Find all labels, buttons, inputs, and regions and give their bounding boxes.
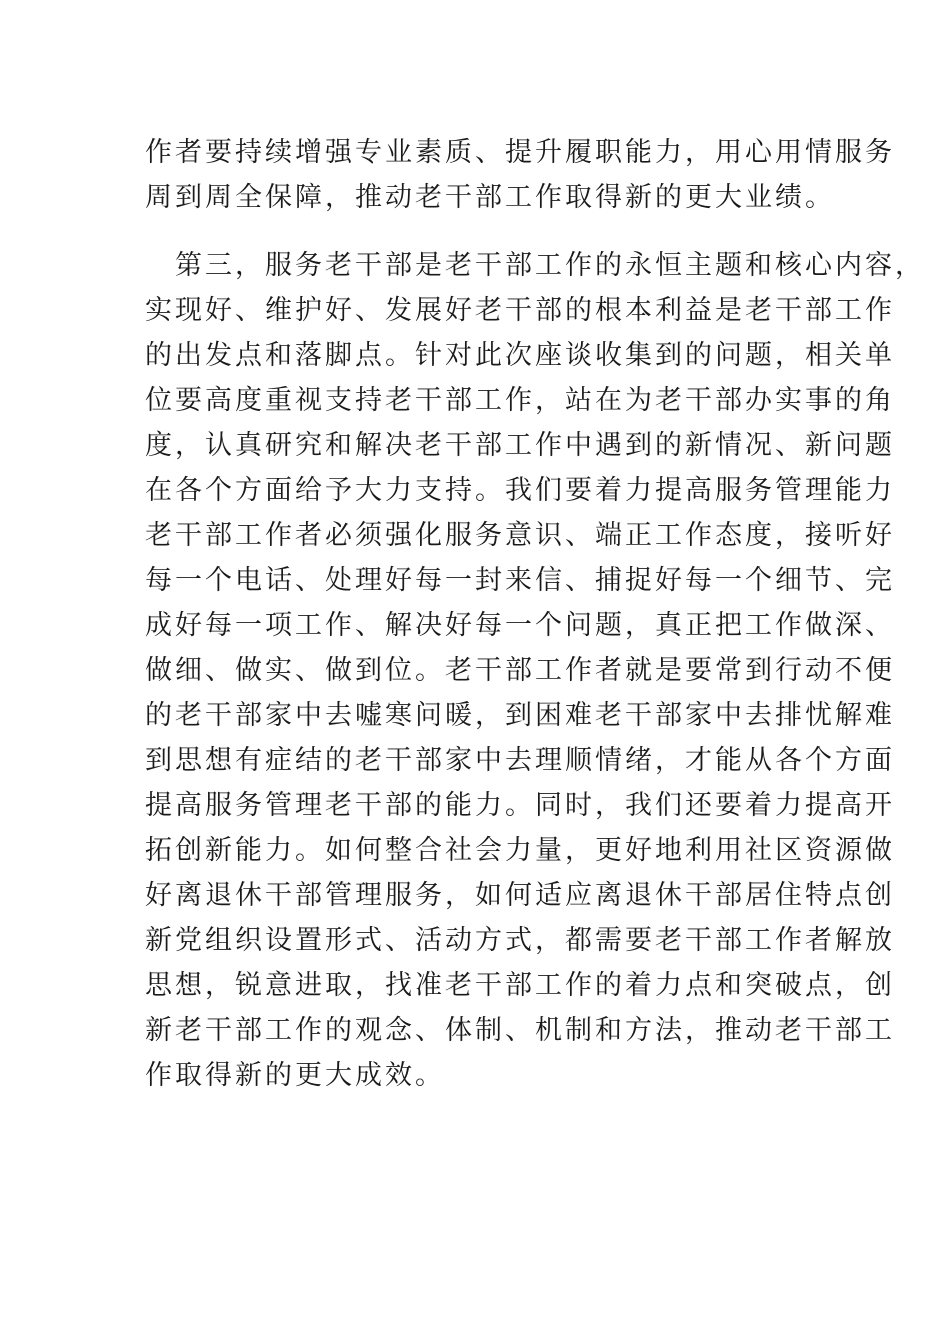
text-line: 的出发点和落脚点。针对此次座谈收集到的问题，相关单 [145, 340, 895, 371]
text-line: 作取得新的更大成效。 [145, 1060, 445, 1091]
text-line: 度，认真研究和解决老干部工作中遇到的新情况、新问题 [145, 430, 895, 461]
text-line: 思想，锐意进取，找准老干部工作的着力点和突破点，创 [145, 970, 895, 1001]
text-line: 成好每一项工作、解决好每一个问题，真正把工作做深、 [145, 610, 895, 641]
paragraph-continued [145, 130, 895, 220]
text-line: 作者要持续增强专业素质、提升履职能力，用心用情服务 [145, 137, 895, 168]
text-line: 第三，服务老干部是老干部工作的永恒主题和核心内容， [145, 250, 925, 281]
text-line: 实现好、维护好、发展好老干部的根本利益是老干部工作 [145, 295, 895, 326]
text-line: 拓创新能力。如何整合社会力量，更好地利用社区资源做 [145, 835, 895, 866]
text-line: 到思想有症结的老干部家中去理顺情绪，才能从各个方面 [145, 745, 895, 776]
text-line: 提高服务管理老干部的能力。同时，我们还要着力提高开 [145, 790, 895, 821]
text-line: 老干部工作者必须强化服务意识、端正工作态度，接听好 [145, 520, 895, 551]
text-line: 新党组织设置形式、活动方式，都需要老干部工作者解放 [145, 925, 895, 956]
text-line: 做细、做实、做到位。老干部工作者就是要常到行动不便 [145, 655, 895, 686]
text-line: 的老干部家中去嘘寒问暖，到困难老干部家中去排忧解难 [145, 700, 895, 731]
text-line: 在各个方面给予大力支持。我们要着力提高服务管理能力 [145, 475, 895, 506]
text-line: 每一个电话、处理好每一封来信、捕捉好每一个细节、完 [145, 565, 895, 596]
text-line: 位要高度重视支持老干部工作，站在为老干部办实事的角 [145, 385, 895, 416]
paragraph-third [145, 243, 925, 1098]
text-line: 周到周全保障，推动老干部工作取得新的更大业绩。 [145, 182, 835, 213]
text-line: 新老干部工作的观念、体制、机制和方法，推动老干部工 [145, 1015, 895, 1046]
text-line: 好离退休干部管理服务，如何适应离退休干部居住特点创 [145, 880, 895, 911]
